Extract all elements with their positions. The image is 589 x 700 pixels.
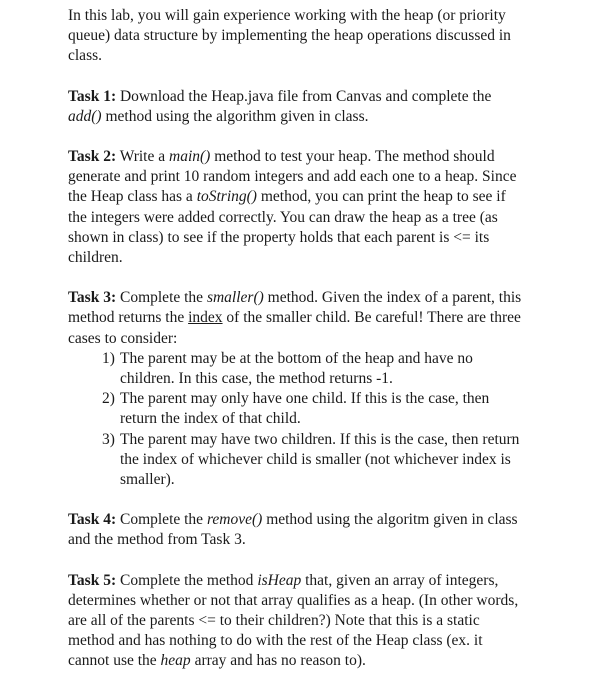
task-1-method-add: add() <box>68 107 102 125</box>
task-2-paragraph <box>68 147 523 268</box>
case-number: 3) <box>102 430 115 448</box>
task-3-paragraph <box>68 288 523 349</box>
task-5-paragraph <box>68 571 523 672</box>
case-text: The parent may only have one child. If this is the case, then return the index of that child. <box>120 390 490 428</box>
task-1-text: Download the Heap.java file from Canvas and complete the <box>116 87 492 105</box>
task-3-text: Complete the <box>116 289 207 307</box>
list-item <box>102 349 523 389</box>
task-4-paragraph <box>68 510 523 550</box>
list-item <box>102 430 523 491</box>
task-4-label: Task 4: <box>68 511 117 529</box>
spacer <box>68 67 523 87</box>
task-3-text-end: of the smaller child. Be careful! There are three cases to consider: <box>68 309 521 347</box>
task-3-underlined-index: index <box>188 309 223 327</box>
task-2-text: Write a <box>116 148 169 166</box>
spacer <box>68 268 523 288</box>
task-2-text-mid: method to test your heap. The method should generate and print 10 random integers and add each one to a heap. Since the Heap class has a <box>68 148 517 206</box>
case-number: 2) <box>102 390 115 408</box>
spacer <box>68 551 523 571</box>
task-4-method-remove: remove() <box>206 511 263 529</box>
task-5-text-end: array and has no reason to). <box>190 652 366 670</box>
spacer <box>68 127 523 147</box>
task-2-method-main: main() <box>169 148 211 166</box>
task-3-cases-list <box>68 349 523 490</box>
task-5-label: Task 5: <box>68 571 117 589</box>
task-2-label: Task 2: <box>68 148 117 166</box>
task-5-method-isheap: isHeap <box>257 571 302 589</box>
task-1-text-end: method using the algorithm given in class. <box>101 107 369 125</box>
task-3-text-mid: method. Given the index of a parent, this method returns the <box>68 289 522 327</box>
task-5-text-mid: that, given an array of integers, determines whether or not that array qualifies as a heap. (In other words, are all of the parents <= to their children?) Note that this is a static method and has nothing to do with the rest of the Heap class (ex. it cannot use the <box>68 571 519 670</box>
intro-paragraph: In this lab, you will gain experience working with the heap (or priority queue) data structure by implementing the heap operations discussed in class. <box>68 7 511 65</box>
task-3-label: Task 3: <box>68 289 117 307</box>
task-4-text: Complete the <box>116 511 207 529</box>
case-text: The parent may be at the bottom of the heap and have no children. In this case, the method returns -1. <box>120 349 473 388</box>
task-2-method-tostring: toString() <box>196 188 257 206</box>
task-1-label: Task 1: <box>68 87 117 105</box>
task-2-text-end: method, you can print the heap to see if the integers were added correctly. You can draw the heap as a tree (as shown in class) to see if the property holds that each parent is <= its children. <box>68 188 506 267</box>
task-4-text-end: method using the algoritm given in class and the method from Task 3. <box>68 511 518 549</box>
list-item <box>102 389 523 429</box>
case-text: The parent may have two children. If this is the case, then return the index of whichever child is smaller (not whichever index is smaller). <box>120 430 520 489</box>
case-number: 1) <box>102 349 115 367</box>
task-5-text: Complete the method <box>116 571 258 589</box>
lab-document <box>68 6 523 672</box>
task-3-method-smaller: smaller() <box>206 289 264 307</box>
task-1-paragraph <box>68 87 523 127</box>
task-5-heap-array: heap <box>160 652 191 670</box>
spacer <box>68 490 523 510</box>
